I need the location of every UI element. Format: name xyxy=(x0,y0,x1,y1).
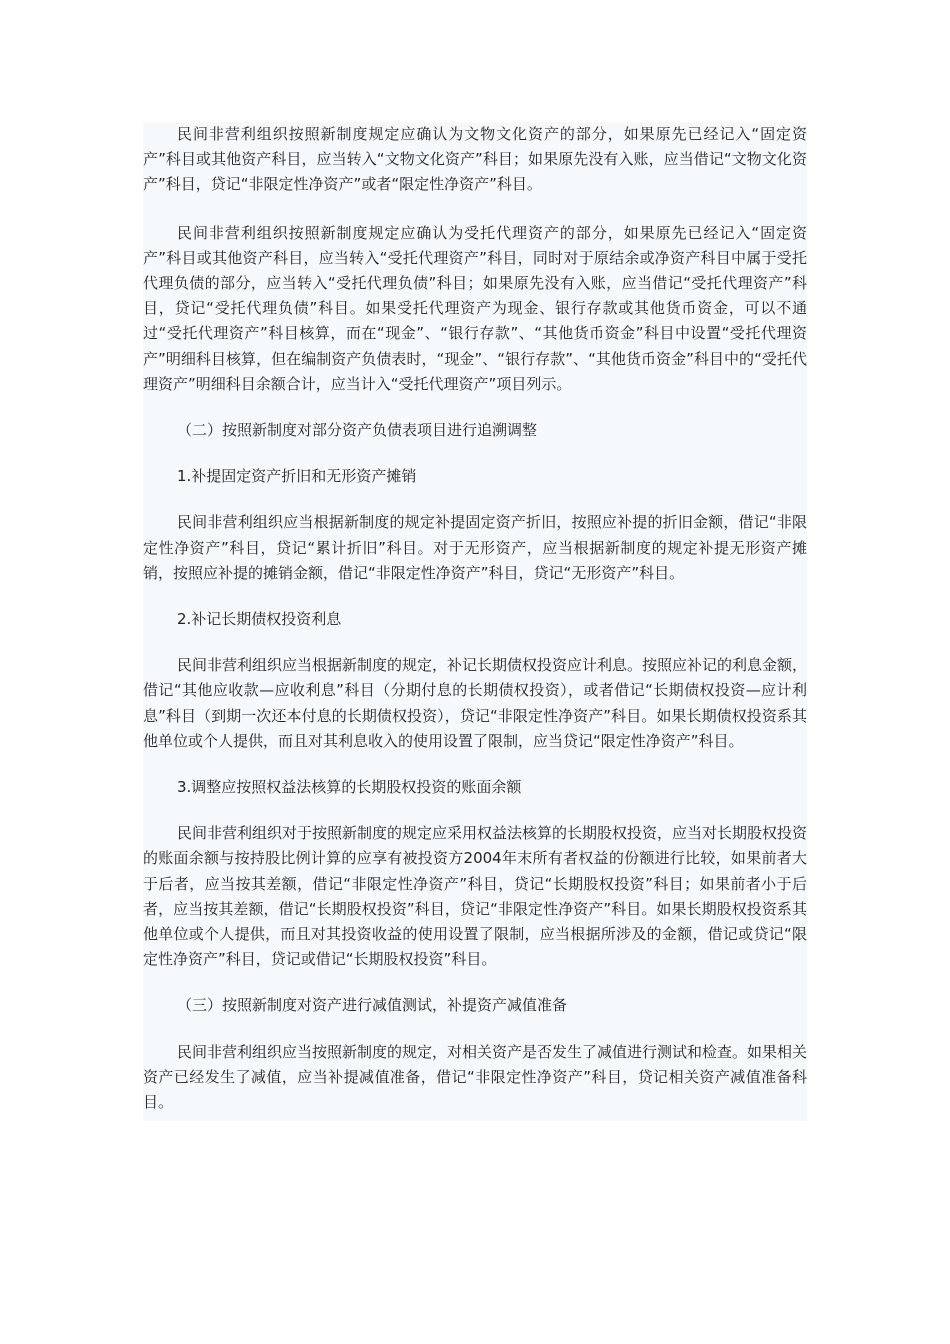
paragraph-equity-method: 民间非营利组织对于按照新制度的规定应采用权益法核算的长期股权投资，应当对长期股权投资的账面余额与按持股比例计算的应享有被投资方2004年末所有者权益的份额进行比较，如果前者大于后者，应当按其差额，借记“非限定性净资产”科目，贷记“长期股权投资”科目；如果前者小于后者，应当按其差额，借记“长期股权投资”科目，贷记“非限定性净资产”科目。如果长期股权投资系其他单位或个人提供，而且对其投资收益的使用设置了限制，应当根据所涉及的金额，借记或贷记“限定性净资产”科目，贷记或借记“长期股权投资”科目。 xyxy=(143,824,808,969)
subheading-depreciation: 1.补提固定资产折旧和无形资产摊销 xyxy=(177,467,417,486)
section-heading-impairment: （三）按照新制度对资产进行减值测试，补提资产减值准备 xyxy=(177,996,568,1015)
paragraph-bond-interest: 民间非营利组织应当根据新制度的规定，补记长期债权投资应计利息。按照应补记的利息金额，借记“其他应收款—应收利息”科目（分期付息的长期债权投资），或者借记“长期债权投资—应计利息”科目（到期一次还本付息的长期债权投资），贷记“非限定性净资产”科目。如果长期债权投资系其他单位或个人提供，而且对其利息收入的使用设置了限制，应当贷记“限定性净资产”科目。 xyxy=(143,656,808,750)
paragraph-depreciation: 民间非营利组织应当根据新制度的规定补提固定资产折旧，按照应补提的折旧金额，借记“非限定性净资产”科目，贷记“累计折旧”科目。对于无形资产，应当根据新制度的规定补提无形资产摊销，按照应补提的摊销金额，借记“非限定性净资产”科目，贷记“无形资产”科目。 xyxy=(143,513,807,582)
paragraph-cultural-assets: 民间非营利组织按照新制度规定应确认为文物文化资产的部分，如果原先已经记入“固定资产”科目或其他资产科目，应当转入“文物文化资产”科目；如果原先没有入账，应当借记“文物文化资产”科目，贷记“非限定性净资产”或者“限定性净资产”科目。 xyxy=(143,125,807,194)
subheading-bond-interest: 2.补记长期债权投资利息 xyxy=(177,610,342,629)
paragraph-impairment: 民间非营利组织应当按照新制度的规定，对相关资产是否发生了减值进行测试和检查。如果相关资产已经发生了减值，应当补提减值准备，借记“非限定性净资产”科目，贷记相关资产减值准备科目。 xyxy=(143,1042,808,1112)
subheading-equity-method: 3.调整应按照权益法核算的长期股权投资的账面余额 xyxy=(177,778,522,797)
paragraph-entrusted-assets: 民间非营利组织按照新制度规定应确认为受托代理资产的部分，如果原先已经记入“固定资产”科目或其他资产科目，应当转入“受托代理资产”科目，同时对于原结余或净资产科目中属于受托代理负债的部分，应当转入“受托代理负债”科目；如果原先没有入账，应当借记“受托代理资产”科目，贷记“受托代理负债”科目。如果受托代理资产为现金、银行存款或其他货币资金，可以不通过“受托代理资产”科目核算，而在“现金”、“银行存款”、“其他货币资金”科目中设置“受托代理资产”明细科目核算，但在编制资产负债表时，“现金”、“银行存款”、“其他货币资金”科目中的“受托代理资产”明细科目余额合计，应当计入“受托代理资产”项目列示。 xyxy=(143,223,807,393)
document-body xyxy=(143,122,807,1121)
section-heading-retrospective-adjustment: （二）按照新制度对部分资产负债表项目进行追溯调整 xyxy=(177,421,538,440)
